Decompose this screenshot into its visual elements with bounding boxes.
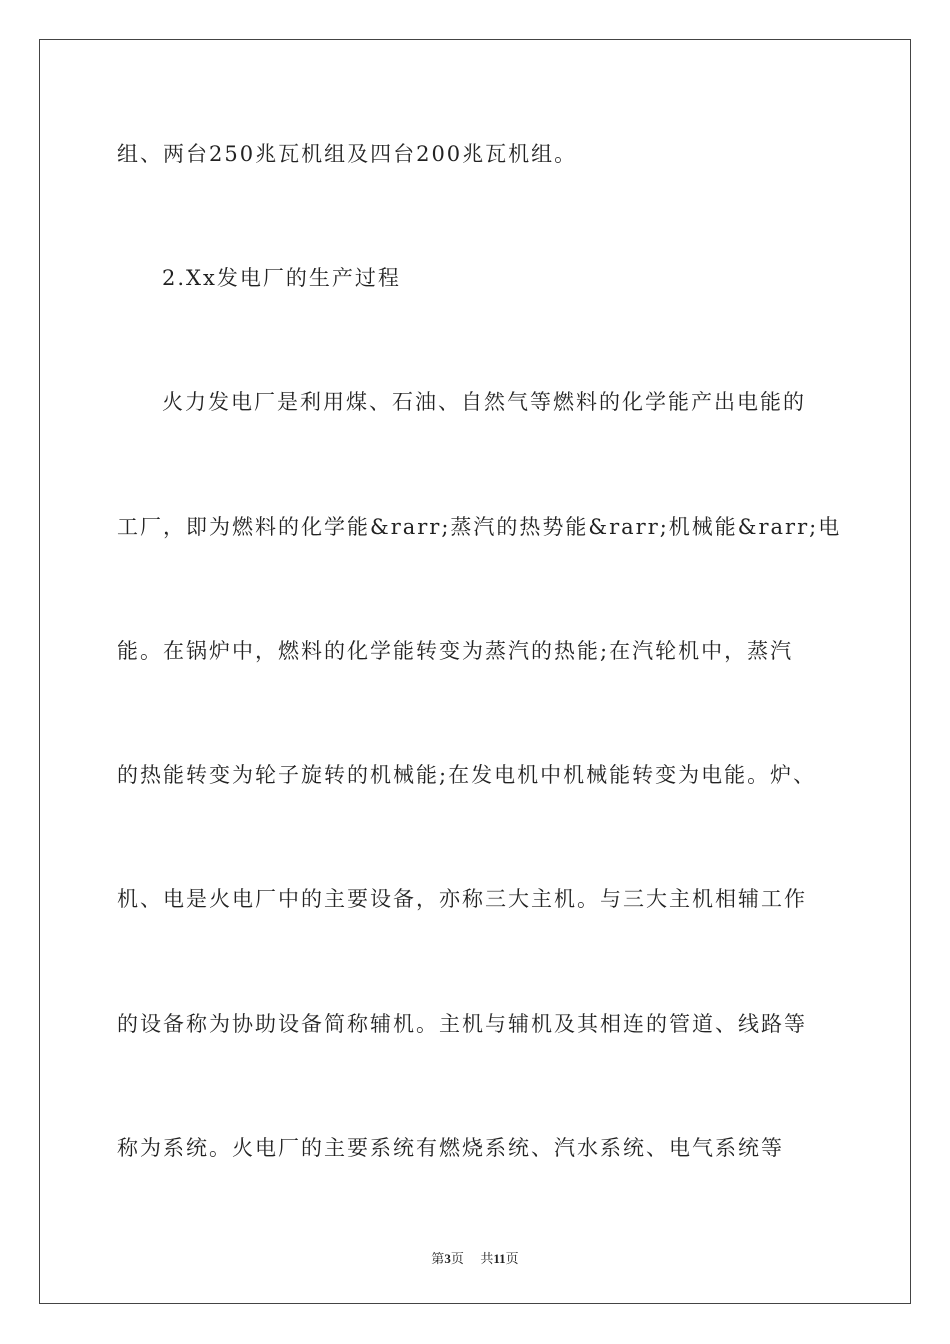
paragraph-line-2: 火力发电厂是利用煤、石油、自然气等燃料的化学能产出电能的 [162,390,806,414]
page-border [39,39,911,1304]
paragraph-line-7: 的设备称为协助设备简称辅机。主机与辅机及其相连的管道、线路等 [117,1012,807,1036]
paragraph-line-4: 能。在锅炉中，燃料的化学能转变为蒸汽的热能;在汽轮机中，蒸汽 [117,639,794,663]
footer-total-suffix: 页 [505,1252,519,1267]
paragraph-line-1: 组、两台250兆瓦机组及四台200兆瓦机组。 [117,142,578,166]
footer-page-number: 3 [444,1251,451,1266]
section-heading: 2.Xx发电厂的生产过程 [162,266,401,290]
footer-total-number: 11 [493,1251,506,1266]
paragraph-line-8: 称为系统。火电厂的主要系统有燃烧系统、汽水系统、电气系统等 [117,1136,784,1160]
footer-page-prefix: 第 [431,1252,445,1267]
paragraph-line-6: 机、电是火电厂中的主要设备，亦称三大主机。与三大主机相辅工作 [117,887,807,911]
footer-total-prefix: 共 [480,1252,494,1267]
paragraph-line-3: 工厂，即为燃料的化学能&rarr;蒸汽的热势能&rarr;机械能&rarr;电 [117,515,842,539]
footer-page-suffix: 页 [450,1252,464,1267]
page-footer [0,1248,950,1267]
paragraph-line-5: 的热能转变为轮子旋转的机械能;在发电机中机械能转变为电能。炉、 [117,763,817,787]
